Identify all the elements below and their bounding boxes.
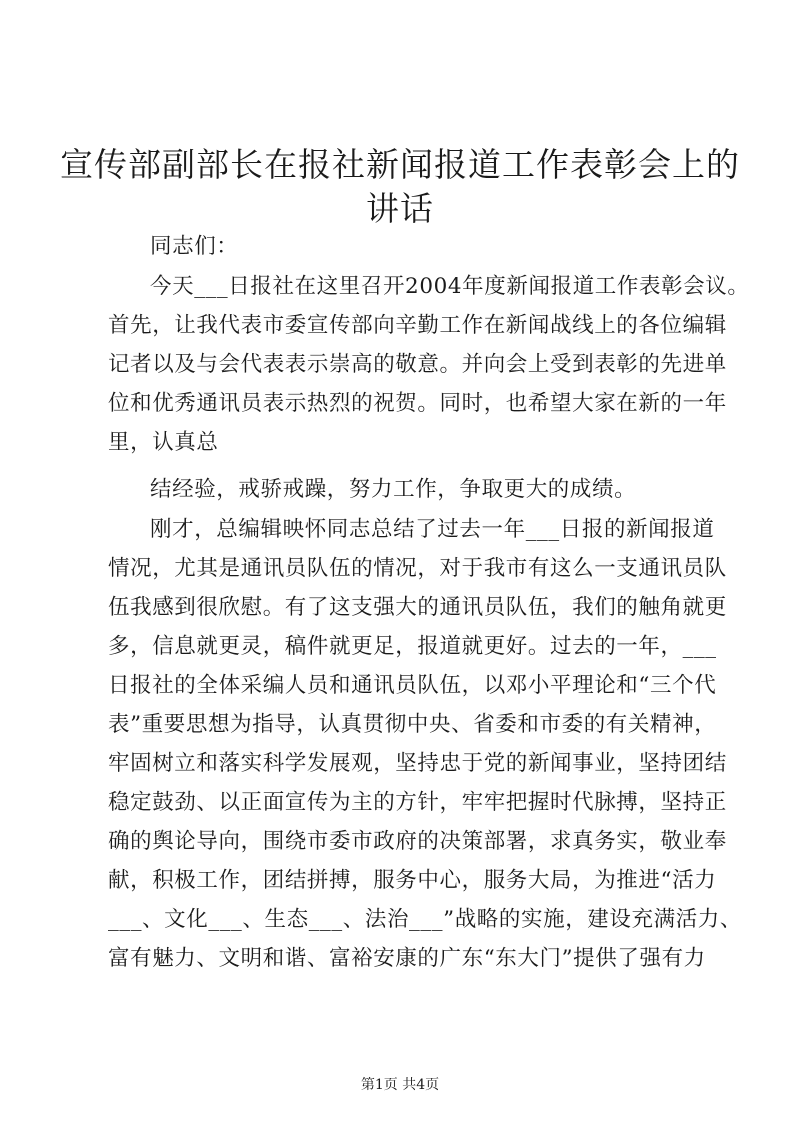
para3-line: 多，信息就更灵，稿件就更足，报道就更好。过去的一年，___ [108, 634, 717, 659]
para1-line: 里，认真总 [108, 430, 219, 455]
para3-line: 献，积极工作，团结拼搏，服务中心，服务大局，为推进“活力 [108, 868, 717, 893]
para1-line: 记者以及与会代表表示崇高的敬意。并向会上受到表彰的先进单 [108, 352, 727, 377]
para3-line: 表”重要思想为指导，认真贯彻中央、省委和市委的有关精神， [108, 712, 717, 737]
para3-line: 确的舆论导向，围绕市委市政府的决策部署，求真务实，敬业奉 [108, 829, 727, 854]
document-title-line1: 宣传部副部长在报社新闻报道工作表彰会上的 [60, 145, 740, 184]
para3-line: 情况，尤其是通讯员队伍的情况，对于我市有这么一支通讯员队 [108, 556, 727, 581]
para1-line: 今天___日报社在这里召开2004年度新闻报道工作表彰会议。 [150, 274, 750, 299]
para3-line: ___、文化___、生态___、法治___”战略的实施，建设充满活力、 [108, 907, 742, 932]
para3-line: 牢固树立和落实科学发展观，坚持忠于党的新闻事业，坚持团结 [108, 751, 727, 776]
page-number-footer: 第1页 共4页 [360, 1077, 440, 1093]
para3-line: 伍我感到很欣慰。有了这支强大的通讯员队伍，我们的触角就更 [108, 595, 727, 620]
para3-line: 日报社的全体采编人员和通讯员队伍，以邓小平理论和“三个代 [108, 673, 717, 698]
salutation: 同志们： [150, 234, 239, 259]
para2-line: 结经验，戒骄戒躁，努力工作，争取更大的成绩。 [150, 477, 637, 502]
document-title-line2: 讲话 [366, 189, 434, 228]
para1-line: 位和优秀通讯员表示热烈的祝贺。同时，也希望大家在新的一年 [108, 391, 727, 416]
para3-line: 稳定鼓劲、以正面宣传为主的方针，牢牢把握时代脉搏，坚持正 [108, 790, 727, 815]
para3-line: 刚才，总编辑映怀同志总结了过去一年___日报的新闻报道 [150, 517, 715, 542]
para3-line: 富有魅力、文明和谐、富裕安康的广东“东大门”提供了强有力 [108, 946, 706, 971]
para1-line: 首先，让我代表市委宣传部向辛勤工作在新闻战线上的各位编辑 [108, 313, 727, 338]
